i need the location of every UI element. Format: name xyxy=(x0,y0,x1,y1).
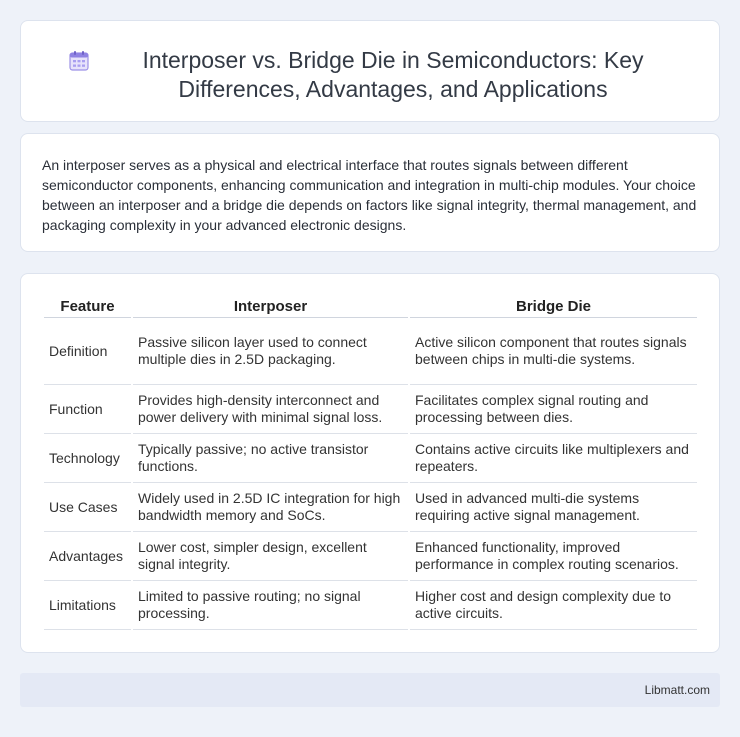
interposer-cell: Provides high-density interconnect and power delivery with minimal signal loss. xyxy=(133,385,408,434)
table-row xyxy=(44,532,697,581)
interposer-cell: Limited to passive routing; no signal processing. xyxy=(133,581,408,630)
bridge-die-cell: Higher cost and design complexity due to active circuits. xyxy=(410,581,697,630)
header-interposer: Interposer xyxy=(133,295,408,318)
header-bridge-die: Bridge Die xyxy=(410,295,697,318)
table-row xyxy=(44,318,697,385)
table-header-row xyxy=(44,295,697,318)
feature-cell: Limitations xyxy=(44,581,131,630)
table-row xyxy=(44,385,697,434)
feature-cell: Definition xyxy=(44,318,131,385)
feature-cell: Use Cases xyxy=(44,483,131,532)
title-card xyxy=(20,20,720,122)
bridge-die-cell: Enhanced functionality, improved performance in complex routing scenarios. xyxy=(410,532,697,581)
bridge-die-cell: Facilitates complex signal routing and processing between dies. xyxy=(410,385,697,434)
interposer-cell: Passive silicon layer used to connect multiple dies in 2.5D packaging. xyxy=(133,318,408,385)
intro-card xyxy=(20,133,720,252)
page-title: Interposer vs. Bridge Die in Semiconductors: Key Differences, Advantages, and Applications xyxy=(142,47,644,102)
table-row xyxy=(44,434,697,483)
bridge-die-cell: Active silicon component that routes signals between chips in multi-die systems. xyxy=(410,318,697,385)
bridge-die-cell: Contains active circuits like multiplexers and repeaters. xyxy=(410,434,697,483)
table-row xyxy=(44,581,697,630)
intro-paragraph: An interposer serves as a physical and electrical interface that routes signals between different semiconductor components, enhancing communication and integration in multi-chip modules. Your choice between an interposer and a bridge die depends on factors like signal integrity, thermal management, and packaging complexity in your advanced electronic designs. xyxy=(42,157,697,233)
feature-cell: Function xyxy=(44,385,131,434)
table-row xyxy=(44,483,697,532)
footer-brand[interactable]: Libmatt.com xyxy=(644,683,710,697)
comparison-table xyxy=(42,295,699,630)
feature-cell: Advantages xyxy=(44,532,131,581)
comparison-card xyxy=(20,273,720,653)
interposer-cell: Typically passive; no active transistor functions. xyxy=(133,434,408,483)
feature-cell: Technology xyxy=(44,434,131,483)
interposer-cell: Lower cost, simpler design, excellent signal integrity. xyxy=(133,532,408,581)
calendar-grid-icon xyxy=(67,49,91,73)
title-wrap xyxy=(21,21,719,104)
footer-bar xyxy=(20,673,720,707)
header-feature: Feature xyxy=(44,295,131,318)
interposer-cell: Widely used in 2.5D IC integration for high bandwidth memory and SoCs. xyxy=(133,483,408,532)
bridge-die-cell: Used in advanced multi-die systems requiring active signal management. xyxy=(410,483,697,532)
